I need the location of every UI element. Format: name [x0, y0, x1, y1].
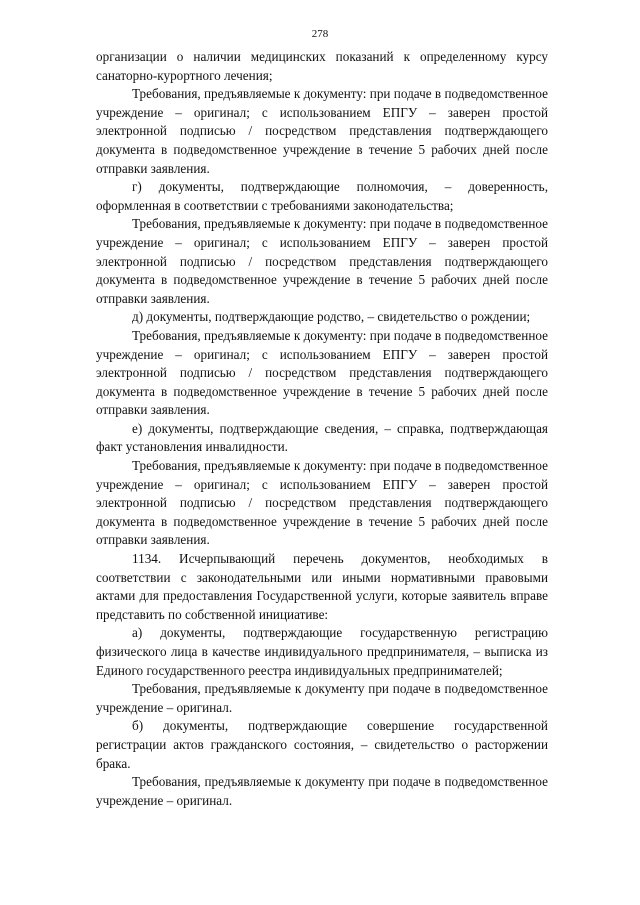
paragraph: а) документы, подтверждающие государственную регистрацию физического лица в качестве индивидуального предпринимателя, – выписка из Единого государственного реестра индивидуальных предпринимателей;	[96, 625, 548, 678]
paragraph: Требования, предъявляемые к документу: при подаче в подведомственное учреждение – оригинал; с использованием ЕПГУ – заверен простой электронной подписью / посредством представления подтверждающего документа в подведомственное учреждение в течение 5 рабочих дней после отправки заявления.	[96, 86, 548, 176]
paragraph: б) документы, подтверждающие совершение государственной регистрации актов гражданского состояния, – свидетельство о расторжении брака.	[96, 718, 548, 771]
paragraph: д) документы, подтверждающие родство, – свидетельство о рождении;	[132, 309, 531, 325]
paragraph: 1134. Исчерпывающий перечень документов, необходимых в соответствии с законодательными или иными нормативными правовыми актами для предоставления Государственной услуги, которые заявитель вправе представить по собственной инициативе:	[96, 551, 548, 622]
paragraph: Требования, предъявляемые к документу: при подаче в подведомственное учреждение – оригинал; с использованием ЕПГУ – заверен простой электронной подписью / посредством представления подтверждающего документа в подведомственное учреждение в течение 5 рабочих дней после отправки заявления.	[96, 216, 548, 306]
paragraph: Требования, предъявляемые к документу при подаче в подведомственное учреждение – оригинал.	[96, 681, 548, 715]
page-number: 278	[311, 28, 329, 40]
paragraph: е) документы, подтверждающие сведения, – справка, подтверждающая факт установления инвалидности.	[96, 420, 548, 455]
paragraph: Требования, предъявляемые к документу: при подаче в подведомственное учреждение – оригинал; с использованием ЕПГУ – заверен простой электронной подписью / посредством представления подтверждающего документа в подведомственное учреждение в течение 5 рабочих дней после отправки заявления.	[96, 458, 548, 548]
paragraph: организации о наличии медицинских показаний к определенному курсу санаторно-курортного лечения;	[96, 49, 548, 83]
paragraph: Требования, предъявляемые к документу при подаче в подведомственное учреждение – оригинал.	[96, 774, 548, 808]
paragraph: Требования, предъявляемые к документу: при подаче в подведомственное учреждение – оригинал; с использованием ЕПГУ – заверен простой электронной подписью / посредством представления подтверждающего документа в подведомственное учреждение в течение 5 рабочих дней после отправки заявления.	[96, 327, 548, 418]
document-body	[96, 48, 548, 810]
paragraph: г) документы, подтверждающие полномочия, – доверенность, оформленная в соответствии с требованиями законодательства;	[96, 179, 548, 213]
